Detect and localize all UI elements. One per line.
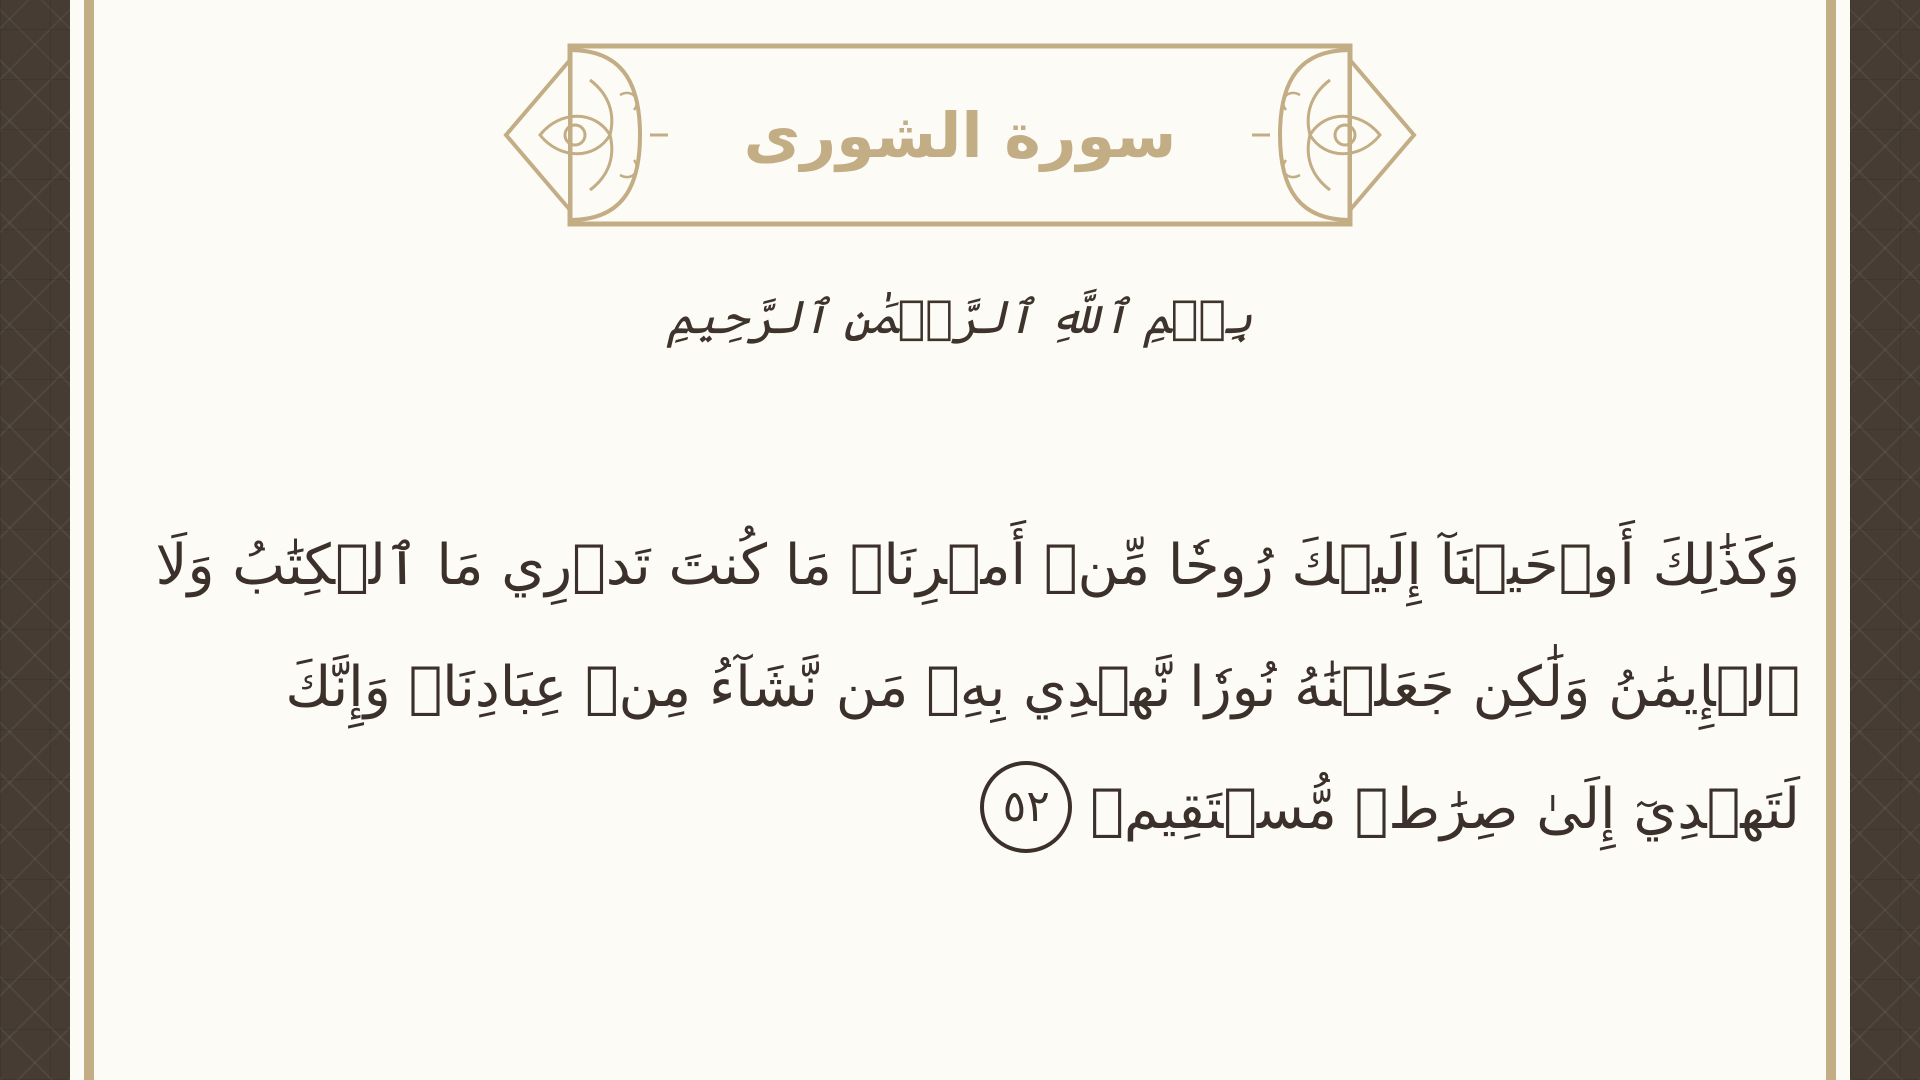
- surah-title: سورة الشورى: [743, 98, 1177, 172]
- right-ornamental-border: [1850, 0, 1920, 1080]
- left-gold-rule: [84, 0, 94, 1080]
- ayah-number-marker: ٥٢: [980, 761, 1072, 853]
- right-gold-rule: [1826, 0, 1836, 1080]
- verse-line-2: ٱلۡإِيمَٰنُ وَلَٰكِن جَعَلۡنَٰهُ نُورٗا نَّهۡدِي بِهِۦ مَن نَّشَآءُ مِنۡ عِبَادِنَاۚ وَإِنَّكَ: [285, 655, 1800, 720]
- surah-header-cartouche: [500, 40, 1420, 230]
- verse-line-3: [220, 749, 1800, 871]
- verse-line-1: وَكَذَٰلِكَ أَوۡحَيۡنَآ إِلَيۡكَ رُوحٗا مِّنۡ أَمۡرِنَاۚ مَا كُنتَ تَدۡرِي مَا ٱلۡكِتَٰبُ وَلَا: [155, 533, 1800, 598]
- verse-line-3-text: لَتَهۡدِيٓ إِلَىٰ صِرَٰطٖ مُّسۡتَقِيمٖ: [1090, 777, 1800, 842]
- verse-text: [155, 505, 1800, 871]
- basmala: بِسۡمِ ٱللَّهِ ٱلرَّحۡمَٰنِ ٱلرَّحِيمِ: [667, 290, 1253, 344]
- left-ornamental-border: [0, 0, 70, 1080]
